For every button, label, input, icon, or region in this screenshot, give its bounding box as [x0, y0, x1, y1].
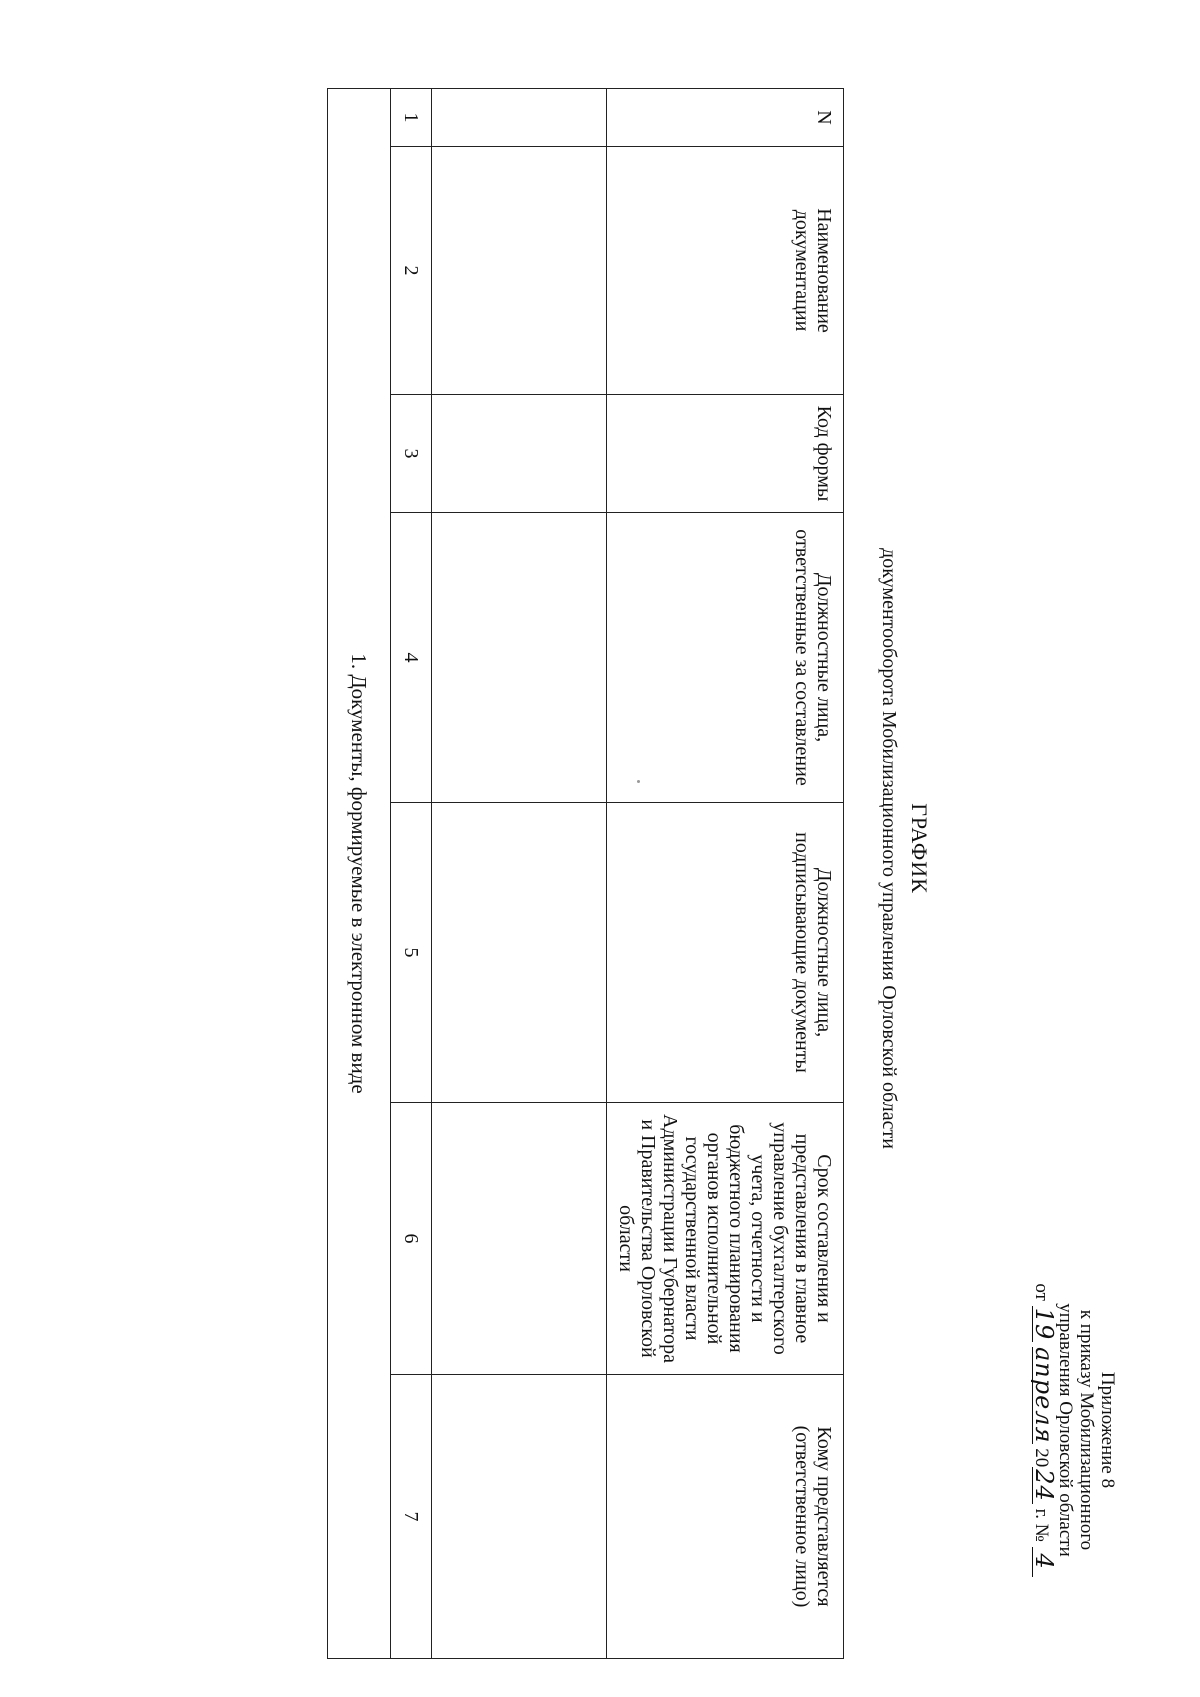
handwritten-day: 19	[1030, 1307, 1058, 1341]
column-number: 2	[391, 147, 432, 395]
year-prefix: 20	[1031, 1448, 1052, 1468]
page-subtitle: документооборота Мобилизационного управления Орловской области	[878, 548, 900, 1149]
column-number-row	[391, 89, 432, 1659]
handwritten-order-number: 4	[1032, 1547, 1055, 1577]
blank-cell	[432, 513, 607, 803]
blank-cell	[432, 147, 607, 395]
column-number: 4	[391, 513, 432, 803]
header-deadline: Срок составления и представления в главное управление бухгалтерского учета, отчетности и бюджетного планирования органов исполнительной государственной власти Администрации Губернатора и Правительства Орловской области	[607, 1103, 844, 1375]
column-number: 6	[391, 1103, 432, 1375]
header-document-name: Наименование документации	[607, 147, 844, 395]
section-row	[328, 89, 391, 1659]
appendix-date-line	[1030, 1240, 1058, 1620]
date-prefix: от	[1031, 1283, 1052, 1301]
appendix-line-3: управления Орловской области	[1055, 1303, 1076, 1557]
header-form-code: Код формы	[607, 395, 844, 513]
blank-cell	[432, 395, 607, 513]
header-number: N	[607, 89, 844, 147]
appendix-block	[1031, 1240, 1118, 1620]
year-mark: г.	[1031, 1508, 1052, 1519]
header-row	[607, 89, 844, 1659]
appendix-line-2: к приказу Мобилизационного	[1076, 1309, 1097, 1551]
appendix-line-1: Приложение 8	[1097, 1371, 1118, 1489]
header-recipient: Кому представляется (ответственное лицо)	[607, 1375, 844, 1659]
header-responsible-compilation: Должностные лица, ответственные за составление	[607, 513, 844, 803]
number-mark: №	[1031, 1523, 1052, 1542]
section-heading: 1. Документы, формируемые в электронном виде	[328, 89, 391, 1659]
schedule-table	[327, 88, 844, 1659]
handwritten-year: 24	[1030, 1469, 1058, 1502]
blank-cell	[432, 803, 607, 1103]
blank-cell	[432, 1103, 607, 1375]
header-blank-row	[432, 89, 607, 1659]
header-signing-officials: Должностные лица, подписывающие документы	[607, 803, 844, 1103]
blank-cell	[432, 89, 607, 147]
blank-cell	[432, 1375, 607, 1659]
column-number: 1	[391, 89, 432, 147]
page-title: ГРАФИК	[907, 803, 932, 894]
scan-speck	[637, 780, 640, 783]
handwritten-month: апреля	[1030, 1347, 1058, 1444]
column-number: 3	[391, 395, 432, 513]
column-number: 5	[391, 803, 432, 1103]
column-number: 7	[391, 1375, 432, 1659]
